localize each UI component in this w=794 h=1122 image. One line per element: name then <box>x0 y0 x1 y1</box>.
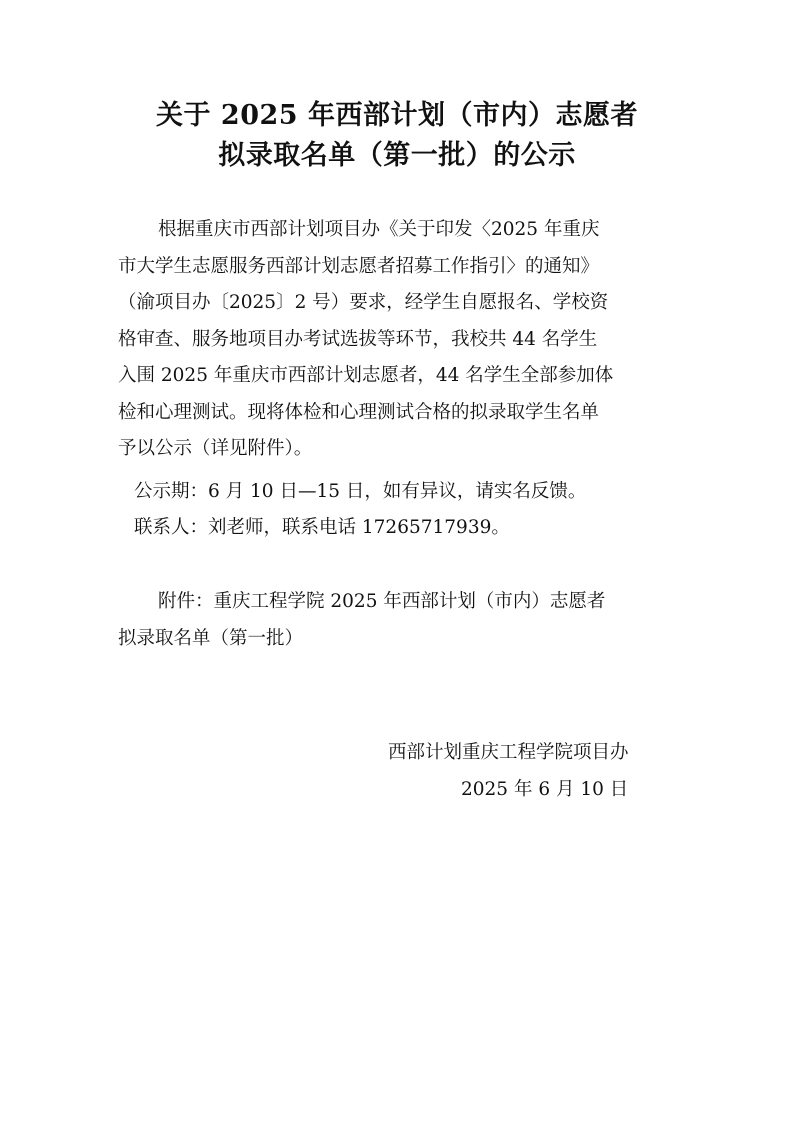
attachment-note <box>118 584 678 657</box>
body-line: 予以公示（详见附件）。 <box>118 438 313 459</box>
title-line-1: 关于 2025 年西部计划（市内）志愿者 <box>156 100 638 131</box>
body-line: （渝项目办〔2025〕2 号）要求，经学生自愿报名、学校资 <box>118 292 609 313</box>
signature-org: 西部计划重庆工程学院项目办 <box>388 742 629 763</box>
notice-period: 公示期：6 月 10 日—15 日，如有异议，请实名反馈。 <box>134 481 587 502</box>
body-line: 检和心理测试。现将体检和心理测试合格的拟录取学生名单 <box>118 401 600 423</box>
contact-info: 联系人：刘老师，联系电话 17265717939。 <box>134 517 510 538</box>
body-line: 市大学生志愿服务西部计划志愿者招募工作指引〉的通知》 <box>118 255 600 277</box>
signature-date: 2025 年 6 月 10 日 <box>461 779 629 800</box>
body-line: 根据重庆市西部计划项目办《关于印发〈2025 年重庆 <box>158 219 600 240</box>
body-line: 入围 2025 年重庆市西部计划志愿者，44 名学生全部参加体 <box>118 365 614 386</box>
attachment-line-2: 拟录取名单（第一批） <box>118 627 304 649</box>
title-line-2: 拟录取名单（第一批）的公示 <box>218 140 576 171</box>
attachment-line-1: 附件：重庆工程学院 2025 年西部计划（市内）志愿者 <box>158 591 606 612</box>
body-line: 格审查、服务地项目办考试选拔等环节，我校共 44 名学生 <box>118 328 598 350</box>
body-paragraph <box>118 212 678 468</box>
